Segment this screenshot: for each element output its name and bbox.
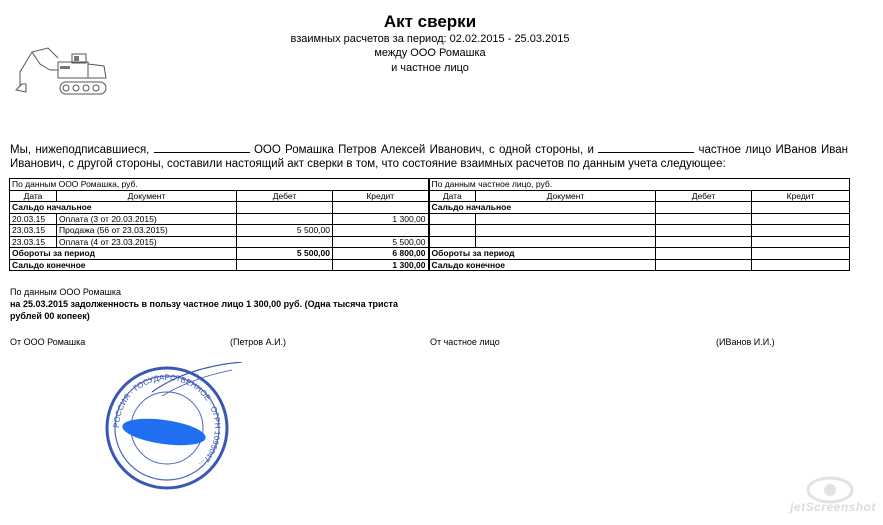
row-document: Оплата (3 от 20.03.2015) bbox=[57, 213, 237, 225]
col-date: Дата bbox=[429, 190, 476, 202]
excavator-logo bbox=[14, 44, 114, 100]
turnover-debit: 5 500,00 bbox=[237, 248, 333, 260]
col-debit: Дебет bbox=[237, 190, 333, 202]
empty-cell bbox=[656, 213, 752, 225]
empty-cell bbox=[656, 225, 752, 237]
table-header-row bbox=[10, 179, 850, 191]
closing-balance-row bbox=[10, 259, 850, 271]
empty-cell bbox=[656, 248, 752, 260]
row-credit: 1 300,00 bbox=[333, 213, 429, 225]
empty-cell bbox=[752, 225, 850, 237]
empty-cell bbox=[656, 259, 752, 271]
empty-cell bbox=[476, 213, 656, 225]
closing-label: Сальдо конечное bbox=[429, 259, 656, 271]
left-header: По данным ООО Ромашка, руб. bbox=[10, 179, 429, 191]
empty-cell bbox=[237, 202, 333, 214]
empty-cell bbox=[429, 213, 476, 225]
signature-person-label: От частное лицо bbox=[430, 337, 500, 347]
signature-blank-1 bbox=[154, 143, 250, 153]
row-document: Оплата (4 от 23.03.2015) bbox=[57, 236, 237, 248]
turnover-label: Обороты за период bbox=[10, 248, 237, 260]
empty-cell bbox=[656, 202, 752, 214]
row-credit bbox=[333, 225, 429, 237]
row-date: 20.03.15 bbox=[10, 213, 57, 225]
empty-cell bbox=[752, 259, 850, 271]
period-line: взаимных расчетов за период: 02.02.2015 - 25.03.2015 bbox=[290, 33, 570, 45]
between-line: между ООО Ромашка bbox=[374, 47, 486, 59]
row-date: 23.03.15 bbox=[10, 236, 57, 248]
closing-label: Сальдо конечное bbox=[10, 259, 237, 271]
stamp-ring-text: РОССИЯ · ГОСУДАРСТВЕННОЕ · ОГРН 1095047... bbox=[111, 372, 223, 470]
empty-cell bbox=[656, 236, 752, 248]
turnover-row bbox=[10, 248, 850, 260]
empty-cell bbox=[752, 248, 850, 260]
signature-blank-2 bbox=[598, 143, 694, 153]
table-row bbox=[10, 236, 850, 248]
empty-cell bbox=[429, 236, 476, 248]
table-row bbox=[10, 213, 850, 225]
opening-label: Сальдо начальное bbox=[429, 202, 656, 214]
opening-label: Сальдо начальное bbox=[10, 202, 237, 214]
note-line-2: на 25.03.2015 задолженность в пользу частное лицо 1 300,00 руб. (Одна тысяча триста рублей 00 копеек) bbox=[10, 299, 398, 321]
empty-cell bbox=[752, 202, 850, 214]
table-row bbox=[10, 225, 850, 237]
right-header: По данным частное лицо, руб. bbox=[429, 179, 850, 191]
empty-cell bbox=[429, 225, 476, 237]
col-debit: Дебет bbox=[656, 190, 752, 202]
closing-credit: 1 300,00 bbox=[333, 259, 429, 271]
empty-cell bbox=[476, 225, 656, 237]
empty-cell bbox=[476, 236, 656, 248]
note-line-1: По данным ООО Ромашка bbox=[10, 287, 121, 297]
turnover-label: Обороты за период bbox=[429, 248, 656, 260]
empty-cell bbox=[237, 259, 333, 271]
column-header-row bbox=[10, 190, 850, 202]
intro-paragraph bbox=[10, 143, 848, 171]
row-credit: 5 500,00 bbox=[333, 236, 429, 248]
debt-note bbox=[10, 286, 430, 322]
turnover-credit: 6 800,00 bbox=[333, 248, 429, 260]
col-document: Документ bbox=[476, 190, 656, 202]
signature-person-name: (ИВанов И.И.) bbox=[716, 337, 775, 347]
row-debit bbox=[237, 213, 333, 225]
intro-part-3: частное лицо ИВанов Иван Иванович, с другой стороны, составили настоящий акт сверки в том, что состояние взаимных расчетов по данным учета следующее: bbox=[10, 144, 848, 170]
party-line: и частное лицо bbox=[391, 62, 469, 74]
document-title: Акт сверки bbox=[383, 12, 477, 31]
opening-balance-row bbox=[10, 202, 850, 214]
intro-part-1: Мы, нижеподписавшиеся, bbox=[10, 144, 150, 156]
col-credit: Кредит bbox=[333, 190, 429, 202]
row-debit: 5 500,00 bbox=[237, 225, 333, 237]
empty-cell bbox=[752, 213, 850, 225]
col-date: Дата bbox=[10, 190, 57, 202]
intro-part-2: ООО Ромашка Петров Алексей Иванович, с одной стороны, и bbox=[253, 144, 594, 156]
empty-cell bbox=[752, 236, 850, 248]
col-credit: Кредит bbox=[752, 190, 850, 202]
row-document: Продажа (56 от 23.03.2015) bbox=[57, 225, 237, 237]
empty-cell bbox=[333, 202, 429, 214]
signature-org-name: (Петров А.И.) bbox=[230, 337, 287, 347]
blur-mask bbox=[121, 414, 208, 449]
row-debit bbox=[237, 236, 333, 248]
reconciliation-table bbox=[9, 178, 850, 271]
col-document: Документ bbox=[57, 190, 237, 202]
company-stamp bbox=[92, 362, 242, 494]
signature-org-label: От ООО Ромашка bbox=[10, 337, 86, 347]
watermark-text: jetScreenshot bbox=[790, 500, 876, 514]
watermark bbox=[770, 472, 880, 520]
row-date: 23.03.15 bbox=[10, 225, 57, 237]
